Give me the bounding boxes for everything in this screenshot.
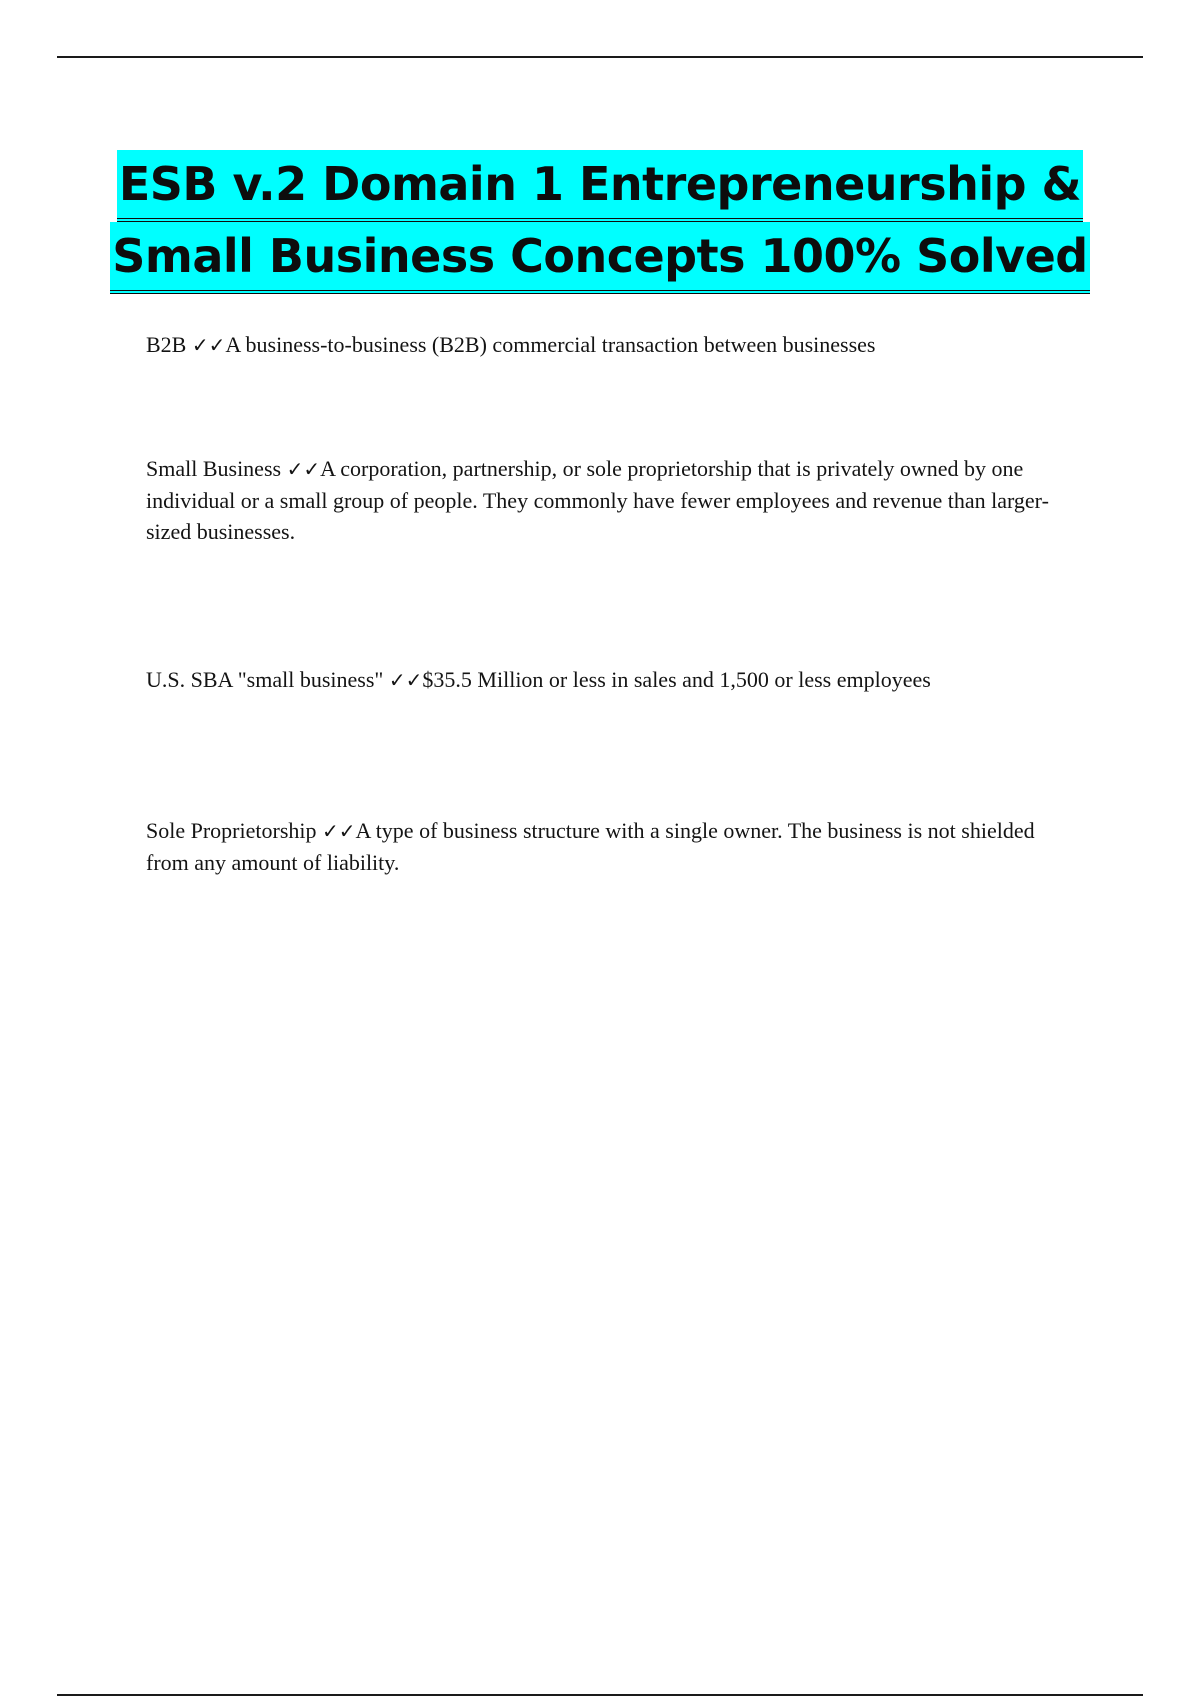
qa-entry bbox=[146, 664, 1076, 696]
entry-term: B2B bbox=[146, 332, 187, 357]
entry-term: U.S. SBA "small business" bbox=[146, 667, 384, 692]
header-rule bbox=[57, 56, 1143, 58]
entry-definition: A corporation, partnership, or sole proprietorship that is privately owned by one individual or a small group of people. They commonly have fewer employees and revenue than larger-sized businesses. bbox=[146, 456, 1049, 544]
entry-definition: A type of business structure with a single owner. The business is not shielded from any amount of liability. bbox=[146, 818, 1035, 875]
qa-entry bbox=[146, 815, 1076, 878]
double-check-icon: ✓✓ bbox=[191, 333, 226, 357]
document-title bbox=[0, 150, 1200, 294]
entry-term: Small Business bbox=[146, 456, 282, 481]
qa-entry bbox=[146, 453, 1076, 547]
entry-definition: $35.5 Million or less in sales and 1,500 or less employees bbox=[422, 667, 931, 692]
qa-entry bbox=[146, 329, 1076, 361]
title-line-2: Small Business Concepts 100% Solved bbox=[110, 222, 1089, 294]
entry-term: Sole Proprietorship bbox=[146, 818, 317, 843]
title-line-1: ESB v.2 Domain 1 Entrepreneurship & bbox=[117, 150, 1083, 222]
footer-rule bbox=[57, 1694, 1143, 1696]
double-check-icon: ✓✓ bbox=[388, 668, 423, 692]
double-check-icon: ✓✓ bbox=[322, 819, 356, 843]
double-check-icon: ✓✓ bbox=[286, 457, 321, 481]
entry-definition: A business-to-business (B2B) commercial transaction between businesses bbox=[225, 332, 876, 357]
